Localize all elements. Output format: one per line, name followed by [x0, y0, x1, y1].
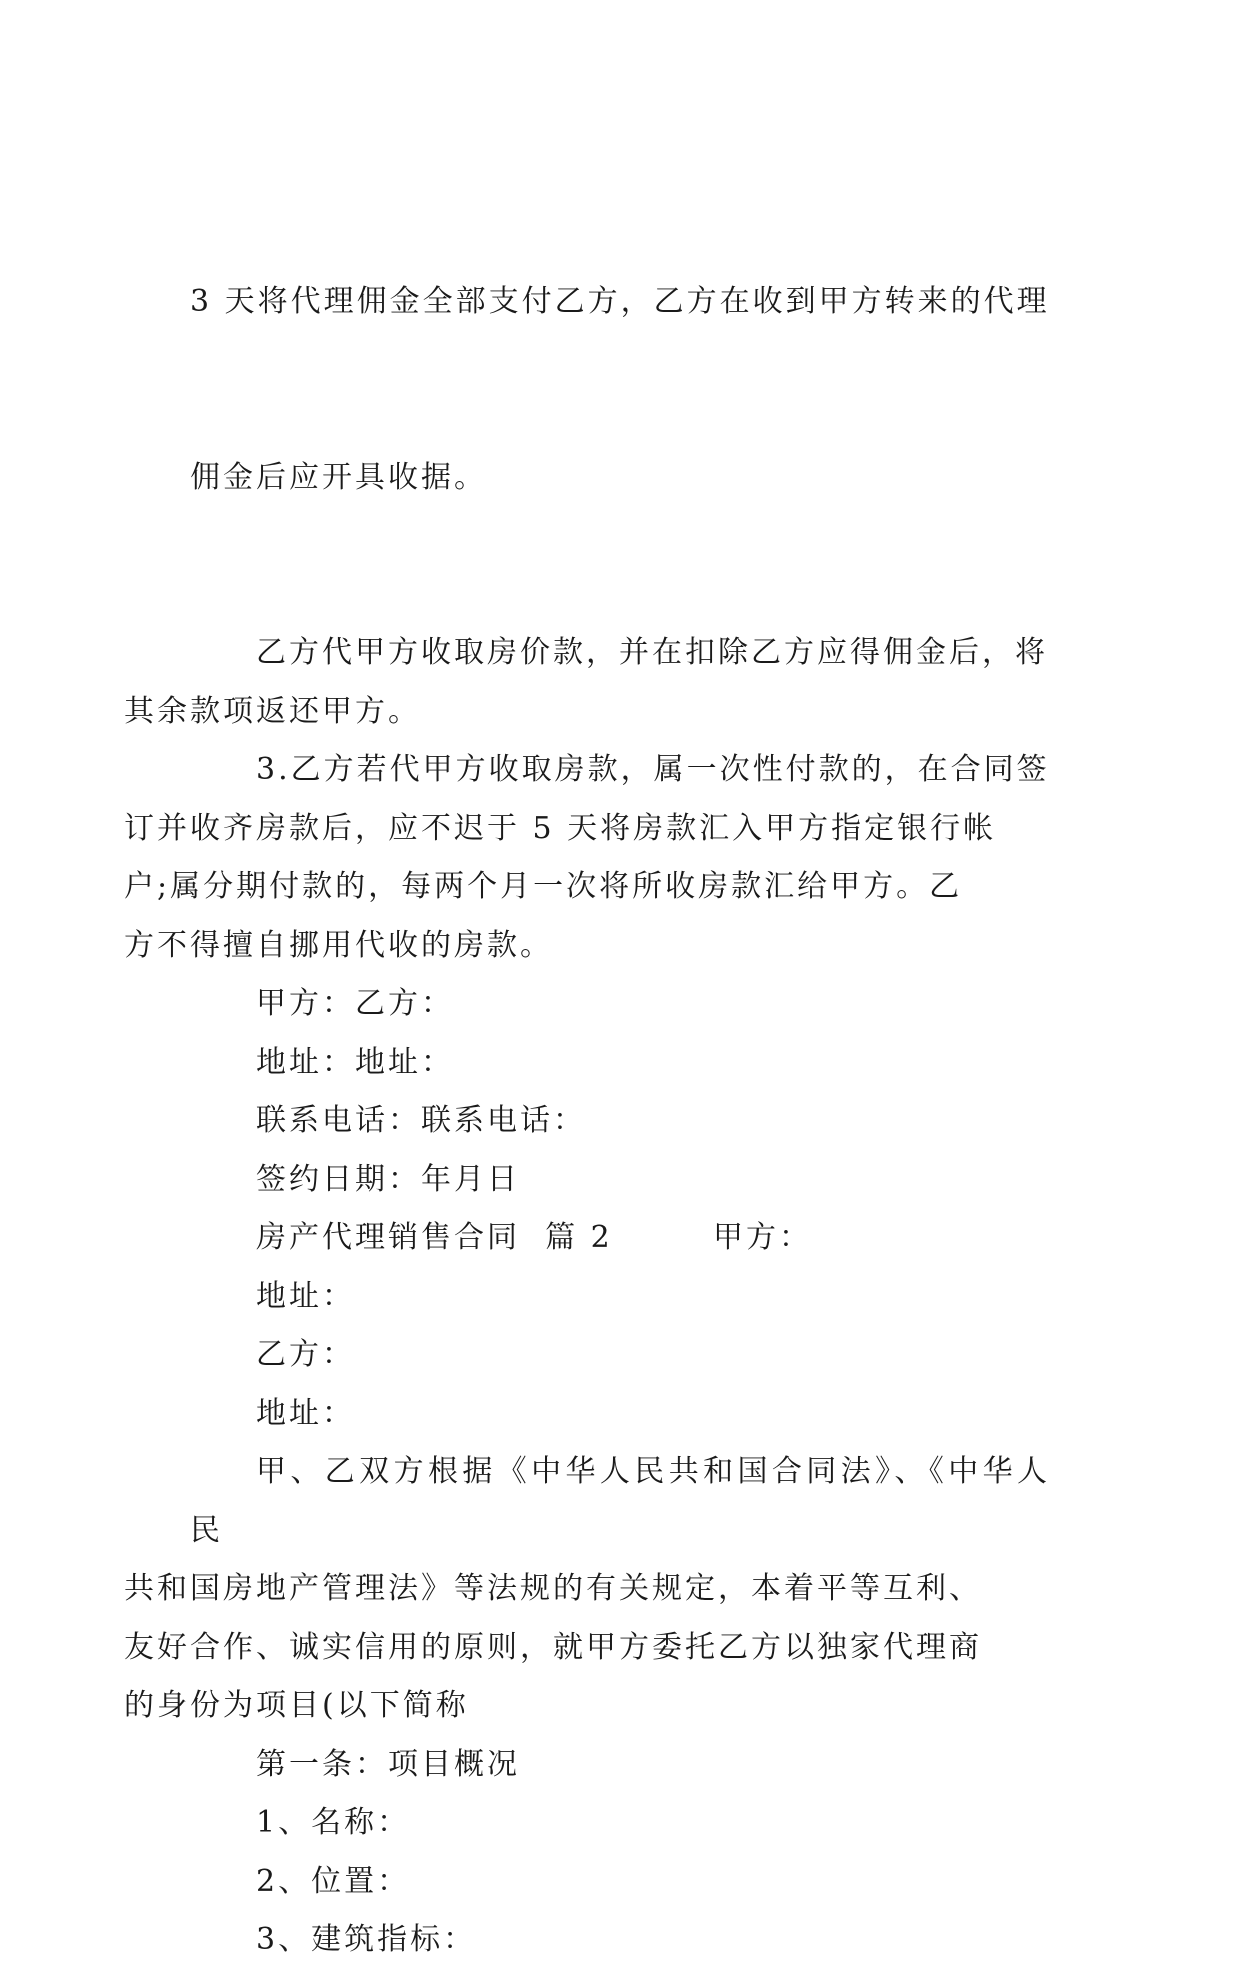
text-line: 3.乙方若代甲方收取房款，属一次性付款的，在合同签: [256, 752, 1050, 787]
text-line: 3、建筑指标：: [256, 1922, 477, 1957]
signature-date: [190, 1151, 1050, 1210]
text-line: 户;属分期付款的，每两个月一次将所收房款汇给甲方。乙: [124, 869, 963, 904]
text-line: 订并收齐房款后，应不迟于 5 天将房款汇入甲方指定银行帐: [124, 810, 997, 846]
text-line: 地址：: [256, 1278, 355, 1314]
text-line: 乙方代甲方收取房价款，并在扣除乙方应得佣金后，将: [256, 635, 1048, 670]
paragraph-commission-payment: [190, 156, 1050, 624]
party-b-address: [190, 1385, 1050, 1444]
paragraph-clause-3: [124, 741, 1050, 975]
text-line: 第一条：项目概况: [256, 1746, 520, 1782]
paragraph-collect-price: [124, 624, 1050, 741]
article-1-heading: [190, 1736, 1050, 1795]
text-line: 乙方：: [256, 1337, 355, 1372]
signature-parties: [190, 975, 1050, 1034]
party-a-address: [190, 1268, 1050, 1327]
item-building-indicators: [190, 1911, 1050, 1970]
section-heading-contract-2: [190, 1209, 1050, 1268]
text-line: 房产代理销售合同 篇 2 甲方：: [256, 1220, 812, 1255]
item-location: [190, 1853, 1050, 1912]
text-line: 签约日期：年月日: [256, 1161, 520, 1197]
item-name: [190, 1794, 1050, 1853]
paragraph-preamble: [124, 1443, 1050, 1736]
text-line: 联系电话：联系电话：: [256, 1103, 586, 1138]
text-line: 地址：: [256, 1395, 355, 1431]
text-line: 1、名称：: [256, 1805, 411, 1840]
text-line: 佣金后应开具收据。: [190, 459, 487, 495]
text-line: 的身份为项目(以下简称: [124, 1688, 469, 1723]
party-b: [190, 1326, 1050, 1385]
text-line: 甲、乙双方根据《中华人民共和国合同法》、《中华人民: [190, 1454, 1050, 1548]
text-line: 方不得擅自挪用代收的房款。: [124, 927, 553, 963]
text-line: 友好合作、诚实信用的原则，就甲方委托乙方以独家代理商: [124, 1629, 982, 1665]
text-line: 3 天将代理佣金全部支付乙方，乙方在收到甲方转来的代理: [190, 284, 1050, 319]
signature-address: [190, 1034, 1050, 1093]
text-line: 2、位置：: [256, 1863, 411, 1899]
document-body: [124, 156, 1050, 1970]
text-line: 地址：地址：: [256, 1044, 454, 1080]
text-line: 其余款项返还甲方。: [124, 693, 421, 729]
signature-phone: [190, 1092, 1050, 1151]
text-line: 共和国房地产管理法》等法规的有关规定，本着平等互利、: [124, 1571, 982, 1606]
text-line: 甲方：乙方：: [256, 986, 454, 1021]
